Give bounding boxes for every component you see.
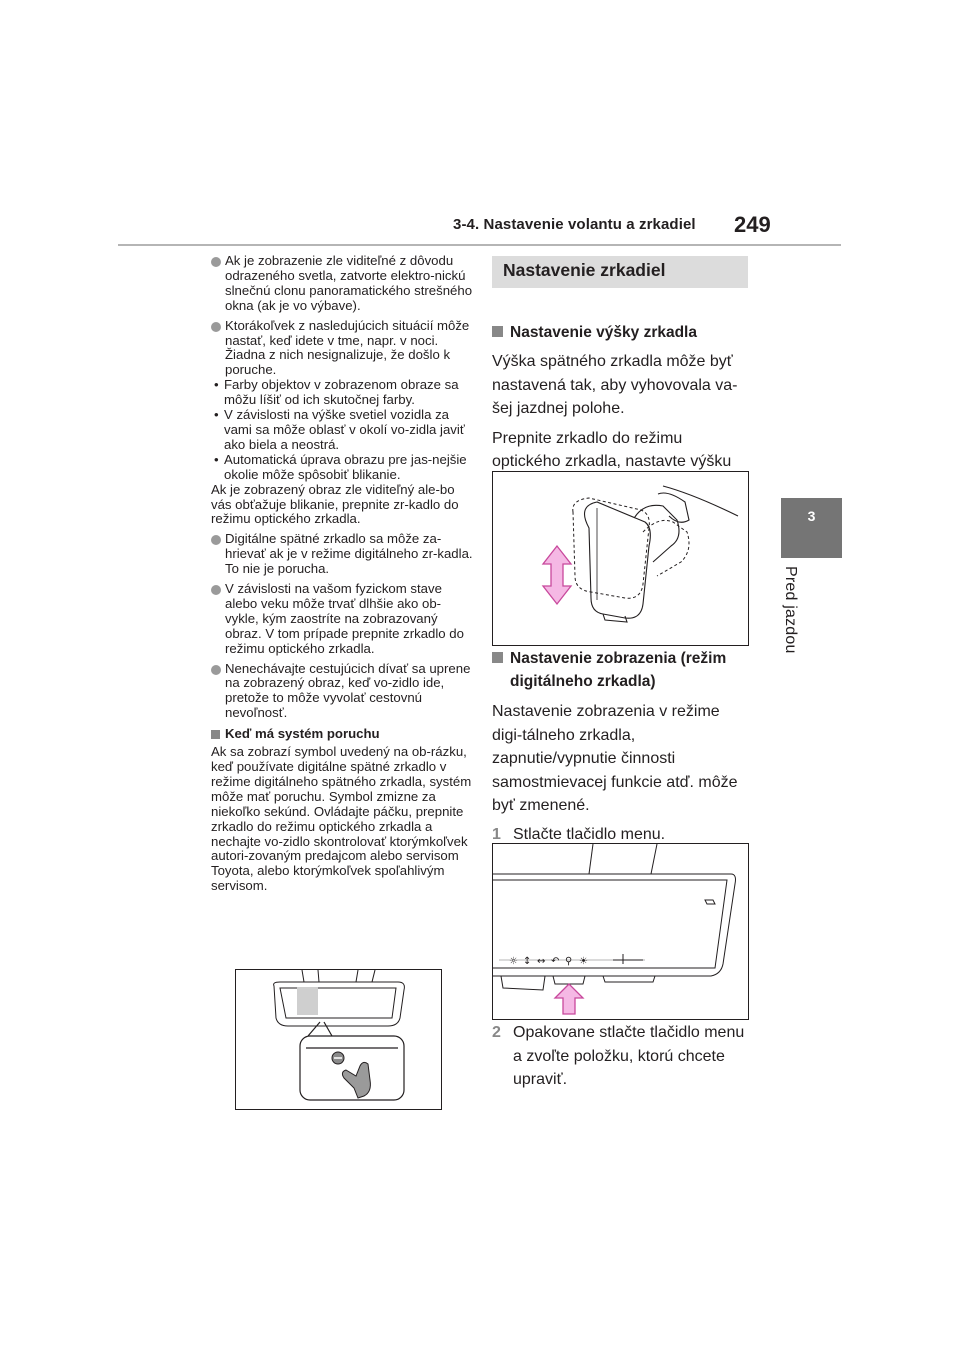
mirror-height-figure — [493, 472, 748, 645]
section-title: 3-4. Nastavenie volantu a zrkadiel — [453, 216, 696, 233]
bullet-item: Ktorákoľvek z nasledujúcich situácií môže nastať, keď idete v tme, napr. v noci. Žiadna z nich nesignalizuje, že došlo k poruche. — [211, 319, 473, 379]
left-column — [211, 254, 473, 894]
horizontal-adjust-icon: ↔ — [537, 956, 546, 967]
step-two-section — [492, 1021, 754, 1092]
square-bullet-icon — [492, 326, 503, 337]
chapter-number: 3 — [807, 508, 816, 524]
mirror-menu-illustration — [492, 843, 749, 1020]
mirror-button-figure — [236, 970, 441, 1109]
bullet-dot-icon — [211, 535, 221, 545]
paragraph: Ak je zobrazený obraz zle viditeľný ale-bo vás obťažuje blikanie, prepnite zr-kadlo do režimu optického zrkadla. — [211, 481, 459, 527]
bullet-item: Nenechávajte cestujúcich dívať sa uprene na zobrazený obraz, keď vo-zidlo ide, pretože to môže vyvolať cestovnú nevoľnosť. — [211, 662, 473, 722]
subheading: Keď má systém poruchu — [211, 727, 473, 742]
paragraph: Nastavenie zobrazenia v režime digi-tálneho zrkadla, zapnutie/vypnutie činnosti samostmievacej funkcie atď. môže byť zmenené. — [492, 703, 738, 814]
header-divider — [118, 244, 841, 246]
display-section — [492, 647, 754, 874]
press-arrow-icon — [555, 984, 583, 1014]
section-banner-title: Nastavenie zrkadiel — [503, 260, 666, 280]
chapter-tab — [781, 498, 842, 558]
dash-item: • Farby objektov v zobrazenom obraze sa môžu líšiť od ich skutočnej farby. — [214, 377, 459, 408]
mirror-button-illustration — [235, 969, 442, 1110]
menu-icon-row — [509, 956, 588, 967]
dash-item: • V závislosti na výške svetiel vozidla za vami sa môže oblasť v okolí vo-zidla javiť ako biela a neostrá. — [214, 407, 465, 452]
bullet-dot-icon — [211, 585, 221, 595]
tilt-icon: ↶ — [551, 956, 560, 967]
square-bullet-icon — [211, 730, 220, 739]
bullet-item: V závislosti na vašom fyzickom stave alebo veku môže trvať dlhšie ako ob-vykle, kým zaostríte na zobrazovaný obraz. V tom prípade prepnite zrkadlo do režimu optického zrkadla. — [211, 582, 473, 657]
step-item: 2 Opakovane stlačte tlačidlo menu a zvoľte položku, ktorú chcete upraviť. — [492, 1024, 745, 1088]
bullet-item: Ak je zobrazenie zle viditeľné z dôvodu odrazeného svetla, zatvorte elektro-nickú slnečnú clonu panoramatického strešného okna (ak je vo výbave). — [211, 254, 473, 314]
bullet-dot-icon — [211, 665, 221, 675]
page-number: 249 — [734, 212, 771, 237]
zoom-icon: ⚲ — [565, 956, 573, 967]
bullet-dot-icon — [211, 322, 221, 332]
subheading: Nastavenie výšky zrkadla — [492, 321, 754, 344]
vertical-adjust-icon: ↕ — [523, 956, 532, 967]
mirror-menu-figure — [493, 844, 748, 1019]
step-item: 1 Stlačte tlačidlo menu. — [492, 825, 666, 843]
chapter-title: Pred jazdou — [782, 566, 799, 654]
updown-arrow-icon — [543, 546, 571, 604]
paragraph: Prepnite zrkadlo do režimu optického zrkadla, nastavte výšku — [492, 429, 732, 470]
bullet-item: Digitálne spätné zrkadlo sa môže za-hrievať ak je v režime digitálneho zr-kadla. To nie je porucha. — [211, 532, 473, 577]
square-bullet-icon — [492, 652, 503, 663]
subheading: Nastavenie zobrazenia (režim digitálneho zrkadla) — [492, 647, 754, 693]
mirror-height-illustration — [492, 471, 749, 646]
paragraph: Ak sa zobrazí symbol uvedený na ob-rázku, keď používate digitálne spätné zrkadlo v režime digitálneho spätného zrkadla, systém môže mať poruchu. Symbol zmizne za niekoľko sekúnd. Ovládajte páčku, prepnite zrkadlo do režimu optického zrkadla a nechajte vo-zidlo skontrolovať ktorýmkoľvek autori-zovaným predajcom alebo servisom Toyota, alebo ktorýmkoľvek spoľahlivým servisom. — [211, 744, 472, 894]
bullet-dot-icon — [211, 257, 221, 267]
paragraph: Výška spätného zrkadla môže byť nastavená tak, aby vyhovovala va-šej jazdnej polohe. — [492, 353, 738, 417]
dash-item: • Automatická úprava obrazu pre jas-nejšie okolie môže spôsobiť blikanie. — [214, 451, 467, 482]
auto-dimming-icon: ☀ — [579, 956, 588, 967]
brightness-icon: ☼ — [509, 956, 518, 967]
